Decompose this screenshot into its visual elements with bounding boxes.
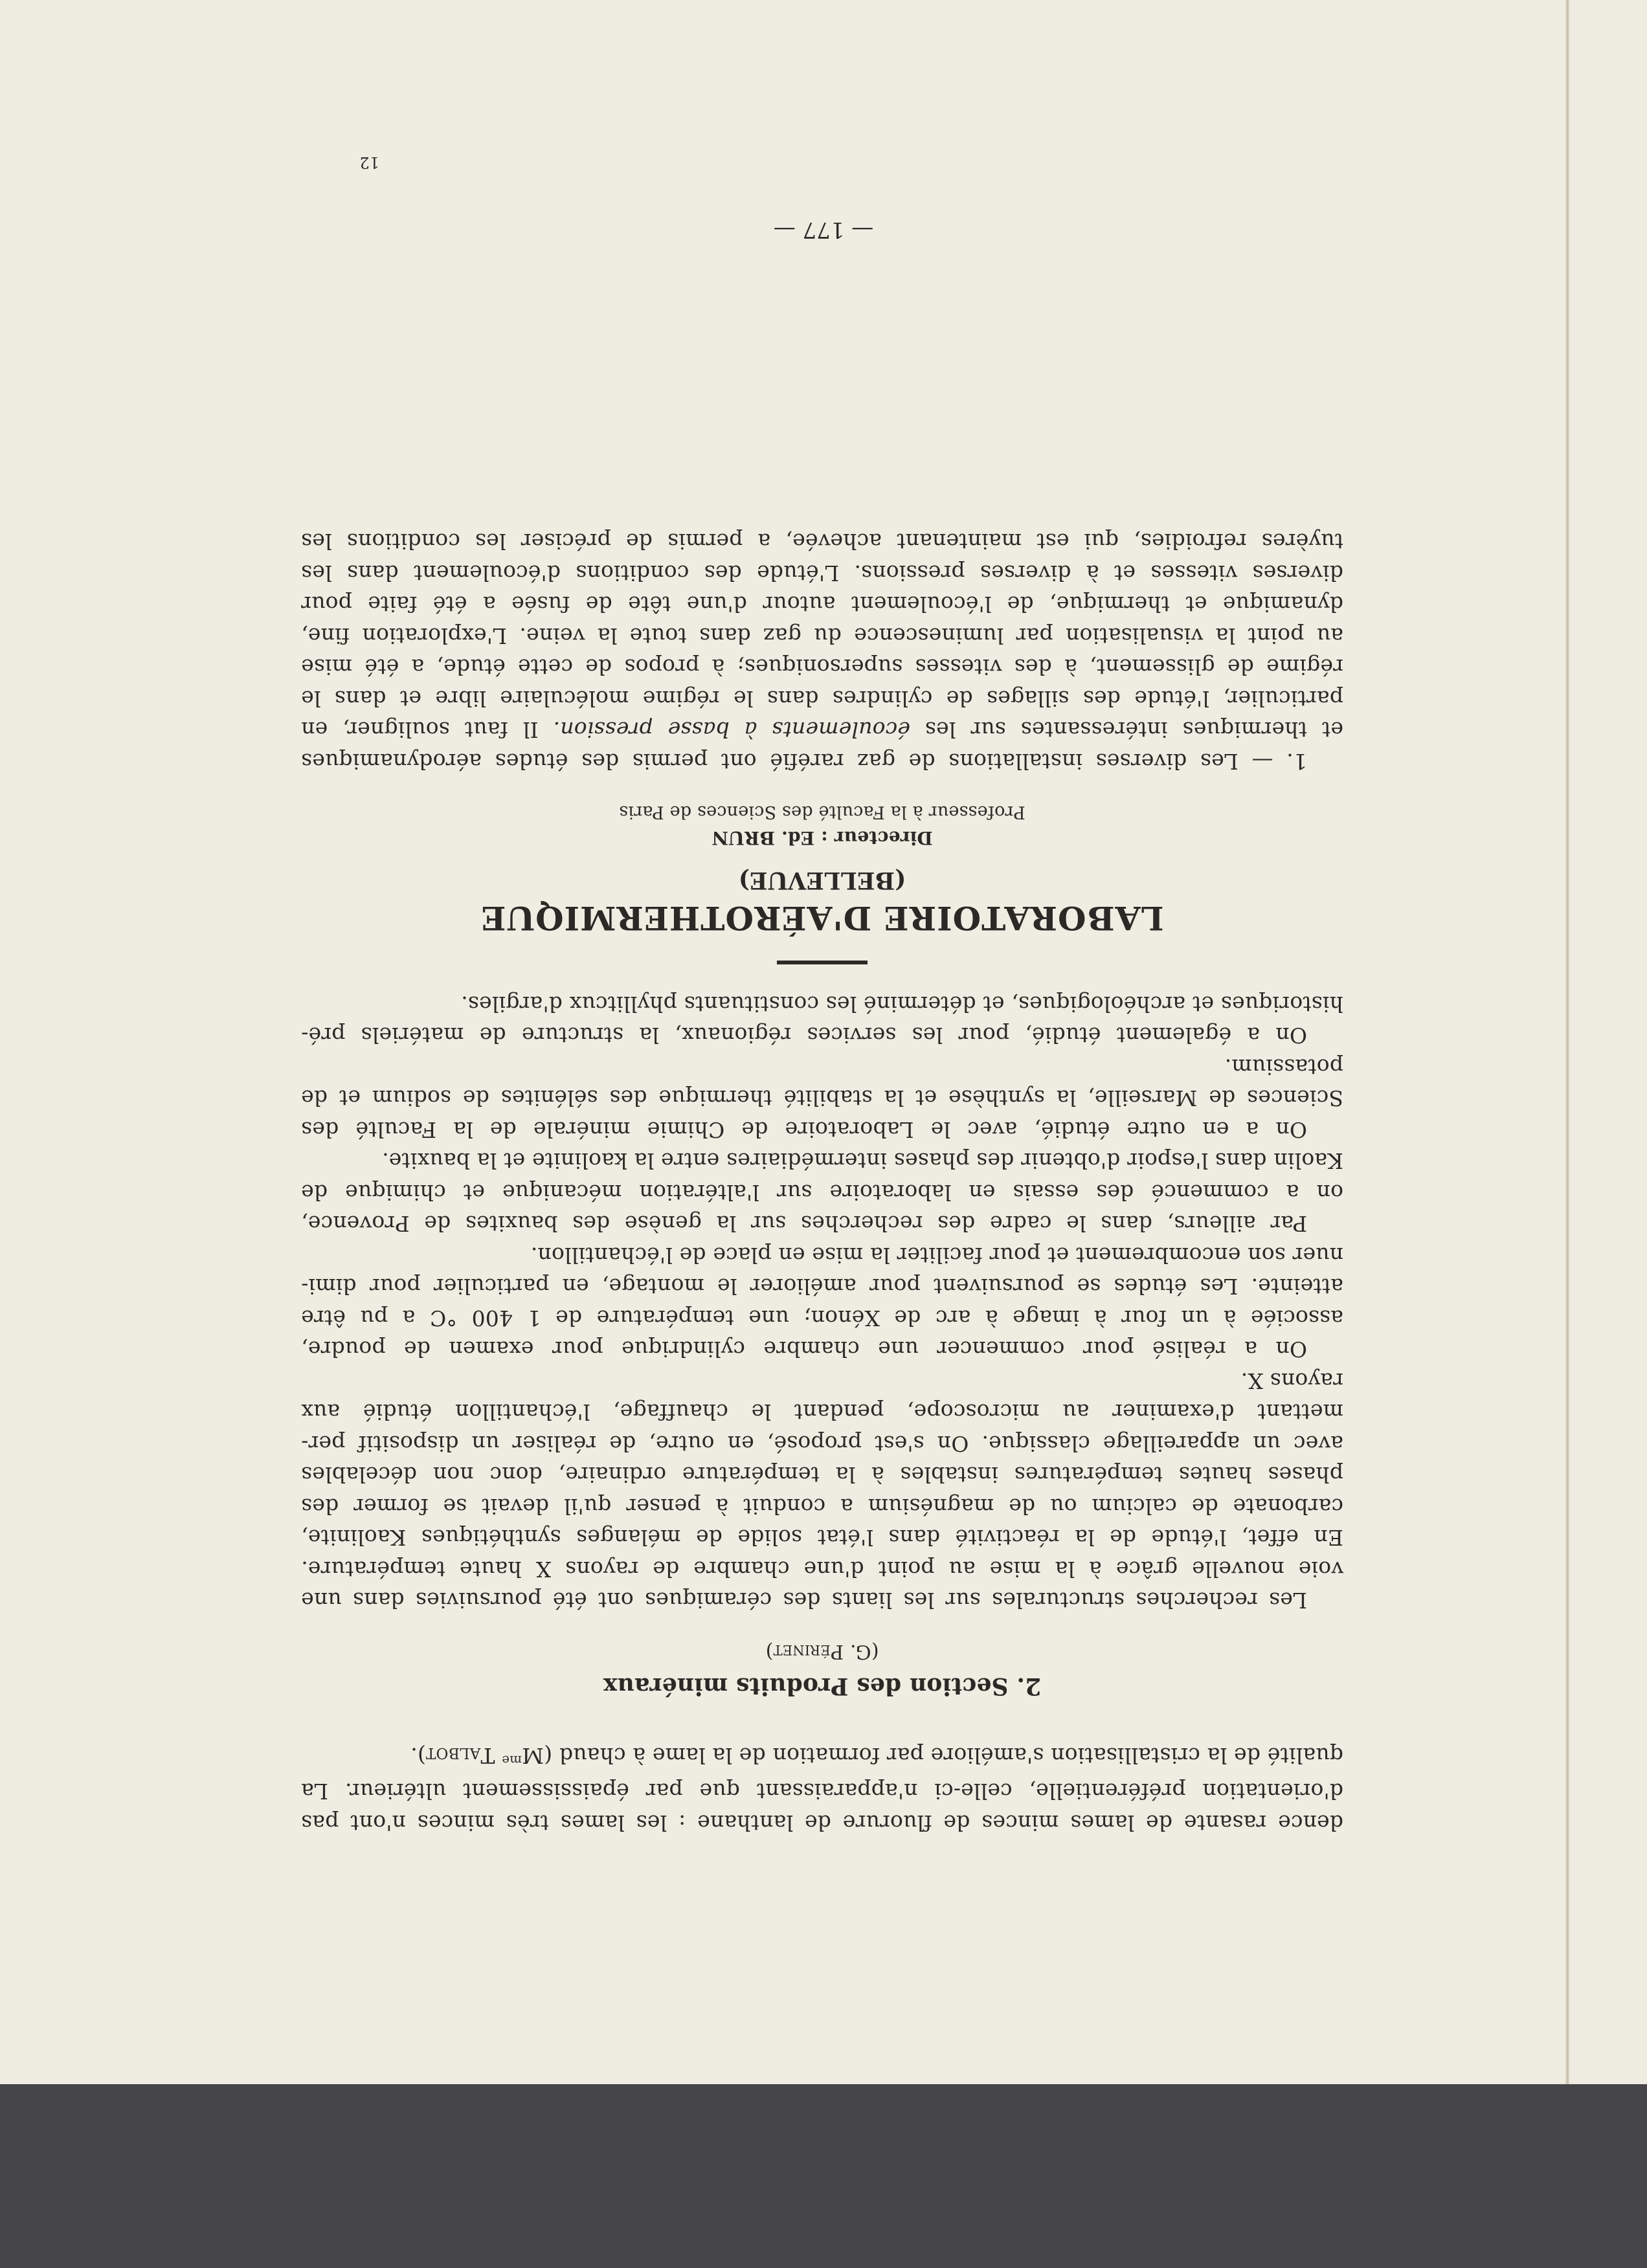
text-line: historiques et archéologiques, et déterminé les constituants phyllitcux d'argiles. — [461, 992, 1343, 1017]
text-line: mettant d'examiner au microscope, pendant le chauffage, l'échantillon étudié aux — [301, 1399, 1343, 1425]
text-line: associée à un four à image à arc de Xénon; une température de 1 400 °C a pu être — [301, 1306, 1343, 1331]
text-line: On a en outre étudié, avec le Laboratoire de Chimie minérale de la Faculté des — [301, 1117, 1307, 1142]
text-line: dynamique et thermique, de l'écoulement autour d'une tête de fusée a été faite pour — [301, 592, 1343, 617]
text-line: d'orientation préférentielle, celle-ci n'apparaissant que par épaississement ultérieur. La — [301, 1779, 1343, 1805]
punctuation: ). — [410, 1743, 426, 1768]
section-title: 2. Section des Produits minéraux — [603, 1673, 1042, 1700]
text-line — [301, 714, 1343, 746]
text-line: On a réalisé pour commencer une chambre cylindrique pour examen de poudre, — [301, 1337, 1307, 1362]
text-line: voie nouvelle grâce à la mise au point d'une chambre de rayons X haute température. — [301, 1557, 1343, 1582]
text-line: rayons X. — [1240, 1368, 1343, 1394]
text-line: nuer son encombrement et pour faciliter la mise en place de l'échantillon. — [530, 1243, 1343, 1268]
text-line: régime de glissement, à des vitesses supersoniques; à propos de cette étude, a été mise — [301, 654, 1343, 680]
paragraph — [301, 1114, 1343, 1146]
text-run: Il faut souligner, en — [301, 717, 554, 743]
text-line: atteinte. Les études se poursuivent pour améliorer le montage, en particulier pour dimi- — [301, 1274, 1343, 1300]
paragraph — [301, 1019, 1343, 1051]
continuation-paragraph — [301, 1740, 1343, 1839]
paragraph-body — [301, 1145, 1343, 1208]
paragraph-body — [301, 1240, 1343, 1334]
text-line: 1. — Les diverses installations de gaz raréfié ont permis des études aérodynamiques — [301, 749, 1307, 774]
text-line: carbonate de calcium ou de magnésium a conduit à penser qu'il devait se former des — [301, 1494, 1343, 1519]
paragraph — [301, 746, 1343, 777]
text-line: Par ailleurs, dans le cadre des recherches sur la genèse des bauxites de Provence, — [301, 1211, 1307, 1237]
section-author: (G. Périnet) — [765, 1640, 879, 1663]
page-fold-line — [1565, 0, 1569, 2084]
text-line: En effet, l'étude de la réactivité dans l'état solide de mélanges synthétiques Kaolinite, — [301, 1525, 1343, 1551]
lab-director: Directeur : Ed. BRUN — [711, 827, 933, 849]
text-line: particulier, l'étude des sillages de cylindres dans le régime moléculaire libre et dans le — [301, 686, 1343, 711]
author-name: Talbot — [425, 1743, 495, 1768]
paragraph-body — [301, 988, 1343, 1020]
text-line: avec un appareillage classique. On s'est proposé, en outre, de réaliser un dispositif per- — [301, 1431, 1343, 1456]
italic-text: écoulements à basse pression. — [553, 717, 910, 743]
text-block — [301, 526, 1343, 1838]
page-number: — 177 — — [773, 217, 874, 243]
lab-title: LABORATOIRE D'AÉROTHERMIQUE — [480, 899, 1164, 938]
text-line: phases hautes températures instables à la température ordinaire, donc non décelables — [301, 1462, 1343, 1488]
paragraph — [301, 1333, 1343, 1365]
text-line: on a commencé des essais en laboratoire sur l'altération mécanique et chimique de — [301, 1180, 1343, 1205]
text-line: On a également étudié, pour les services régionaux, la structure de matériels pré- — [301, 1023, 1307, 1049]
text-line: diverses vitesses et à diverses pressions. L'étude des conditions d'écoulement dans les — [301, 561, 1343, 586]
lab-director-title: Professeur à la Faculté des Sciences de Paris — [619, 802, 1025, 822]
text-line: potassium. — [1224, 1054, 1343, 1080]
text-line: au point la visualisation par luminescence du gaz dans toute la veine. L'exploration fine, — [301, 623, 1343, 649]
text-line: dence rasante de lames minces de fluorure de lanthane : les lames très minces n'ont pas — [301, 1810, 1343, 1836]
text-run: qualité de la cristallisation s'améliore par formation de la lame à chaud (M — [522, 1743, 1343, 1768]
paragraph-body — [301, 1365, 1343, 1585]
paragraph — [301, 1208, 1343, 1240]
text-line: Kaolin dans l'espoir d'obtenir des phases intermédiaires entre la kaolinite et la bauxite. — [381, 1148, 1343, 1174]
lab-location: (BELLEVUE) — [738, 867, 906, 895]
text-line: Sciences de Marseille, la synthèse et la stabilité thermique des sélénites de sodium et de — [301, 1085, 1343, 1111]
paragraph — [301, 1584, 1343, 1616]
text-line: Les recherches structurales sur les liants des céramiques ont été poursuivies dans une — [301, 1588, 1307, 1614]
sheet-number: 12 — [359, 153, 379, 172]
text-run: et thermiques intéressantes sur les — [910, 717, 1343, 743]
superscript: me — [502, 1753, 522, 1768]
text-line: tuyères refroidies, qui est maintenant achevée, a permis de préciser les conditions les — [301, 529, 1343, 555]
paragraph-body — [301, 526, 1343, 746]
section-separator-rule — [777, 961, 868, 965]
paragraph-body — [301, 1051, 1343, 1114]
text-line — [301, 1740, 1343, 1776]
